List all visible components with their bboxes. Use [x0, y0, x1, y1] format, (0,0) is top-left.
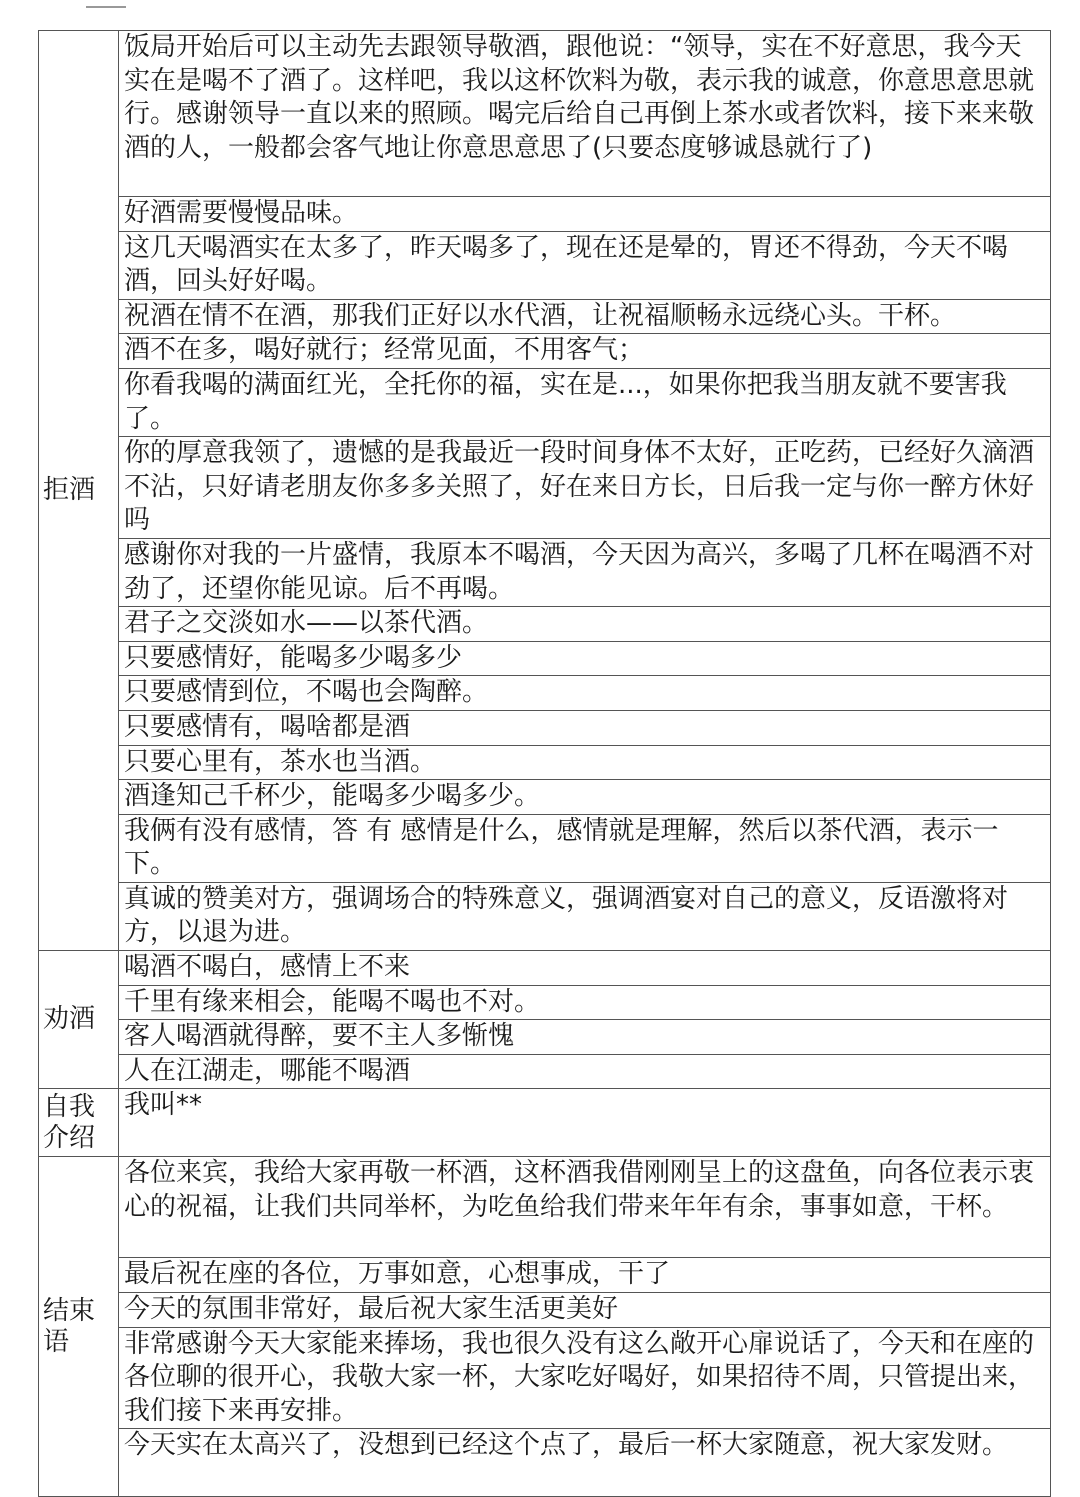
phrase-cell: 好酒需要慢慢品味。 — [119, 197, 1051, 232]
table-row — [39, 882, 1051, 950]
phrase-cell: 人在江湖走，哪能不喝酒 — [119, 1054, 1051, 1089]
category-cell: 结束语 — [39, 1157, 119, 1497]
phrase-cell: 酒不在多，喝好就行；经常见面，不用客气； — [119, 334, 1051, 369]
table-row — [39, 676, 1051, 711]
table-row — [39, 1293, 1051, 1328]
table-row — [39, 197, 1051, 232]
phrase-cell: 我俩有没有感情，答 有 感情是什么，感情就是理解，然后以茶代酒，表示一下。 — [119, 814, 1051, 882]
phrase-cell: 只要感情好，能喝多少喝多少 — [119, 641, 1051, 676]
phrase-cell: 只要感情到位，不喝也会陶醉。 — [119, 676, 1051, 711]
phrase-cell: 我叫** — [119, 1089, 1051, 1157]
table-row — [39, 538, 1051, 606]
category-cell: 拒酒 — [39, 31, 119, 951]
phrase-cell: 只要感情有，喝啥都是酒 — [119, 710, 1051, 745]
table-row — [39, 1258, 1051, 1293]
table-row — [39, 985, 1051, 1020]
phrase-cell: 最后祝在座的各位，万事如意，心想事成，干了 — [119, 1258, 1051, 1293]
phrase-cell: 君子之交淡如水——以茶代酒。 — [119, 607, 1051, 642]
phrase-cell: 千里有缘来相会，能喝不喝也不对。 — [119, 985, 1051, 1020]
table-row — [39, 814, 1051, 882]
table-row — [39, 745, 1051, 780]
table-row — [39, 437, 1051, 539]
table-row — [39, 1020, 1051, 1055]
table-row — [39, 1157, 1051, 1258]
table-row — [39, 1089, 1051, 1157]
phrase-cell: 喝酒不喝白，感情上不来 — [119, 951, 1051, 986]
table-row — [39, 31, 1051, 197]
phrase-cell: 今天实在太高兴了，没想到已经这个点了，最后一杯大家随意，祝大家发财。 — [119, 1429, 1051, 1497]
phrase-cell: 真诚的赞美对方，强调场合的特殊意义，强调酒宴对自己的意义，反语激将对方，以退为进。 — [119, 882, 1051, 950]
category-cell: 劝酒 — [39, 951, 119, 1089]
phrase-cell: 饭局开始后可以主动先去跟领导敬酒，跟他说：“领导，实在不好意思，我今天实在是喝不了酒了。这样吧，我以这杯饮料为敬，表示我的诚意，你意思意思就行。感谢领导一直以来的照顾。喝完后给自己再倒上茶水或者饮料，接下来来敬酒的人，一般都会客气地让你意思意思了(只要态度够诚恳就行了) — [119, 31, 1051, 197]
phrase-cell: 非常感谢今天大家能来捧场，我也很久没有这么敞开心扉说话了，今天和在座的各位聊的很开心，我敬大家一杯，大家吃好喝好，如果招待不周，只管提出来，我们接下来再安排。 — [119, 1327, 1051, 1429]
table-row — [39, 641, 1051, 676]
table-row — [39, 951, 1051, 986]
phrase-cell: 你的厚意我领了，遗憾的是我最近一段时间身体不太好，正吃药，已经好久滴酒不沾，只好请老朋友你多多关照了，好在来日方长，日后我一定与你一醉方休好吗 — [119, 437, 1051, 539]
phrase-cell: 今天的氛围非常好，最后祝大家生活更美好 — [119, 1293, 1051, 1328]
table-row — [39, 607, 1051, 642]
table-row — [39, 780, 1051, 815]
phrase-cell: 客人喝酒就得醉，要不主人多惭愧 — [119, 1020, 1051, 1055]
phrase-table-container — [38, 30, 1050, 1497]
table-row — [39, 368, 1051, 436]
table-row — [39, 710, 1051, 745]
category-cell: 自我介绍 — [39, 1089, 119, 1157]
phrase-cell: 祝酒在情不在酒，那我们正好以水代酒，让祝福顺畅永远绕心头。干杯。 — [119, 299, 1051, 334]
phrase-cell: 感谢你对我的一片盛情，我原本不喝酒，今天因为高兴，多喝了几杯在喝酒不对劲了，还望你能见谅。后不再喝。 — [119, 538, 1051, 606]
phrase-table — [38, 30, 1051, 1497]
phrase-cell: 这几天喝酒实在太多了，昨天喝多了，现在还是晕的，胃还不得劲，今天不喝酒，回头好好喝。 — [119, 231, 1051, 299]
table-row — [39, 1327, 1051, 1429]
top-edge-artifact — [86, 0, 126, 8]
phrase-cell: 酒逢知己千杯少，能喝多少喝多少。 — [119, 780, 1051, 815]
table-row — [39, 334, 1051, 369]
table-row — [39, 1054, 1051, 1089]
phrase-cell: 你看我喝的满面红光，全托你的福，实在是...，如果你把我当朋友就不要害我了。 — [119, 368, 1051, 436]
phrase-cell: 只要心里有，茶水也当酒。 — [119, 745, 1051, 780]
table-row — [39, 299, 1051, 334]
phrase-cell: 各位来宾，我给大家再敬一杯酒，这杯酒我借刚刚呈上的这盘鱼，向各位表示衷心的祝福，让我们共同举杯，为吃鱼给我们带来年年有余，事事如意，干杯。 — [119, 1157, 1051, 1258]
table-row — [39, 231, 1051, 299]
